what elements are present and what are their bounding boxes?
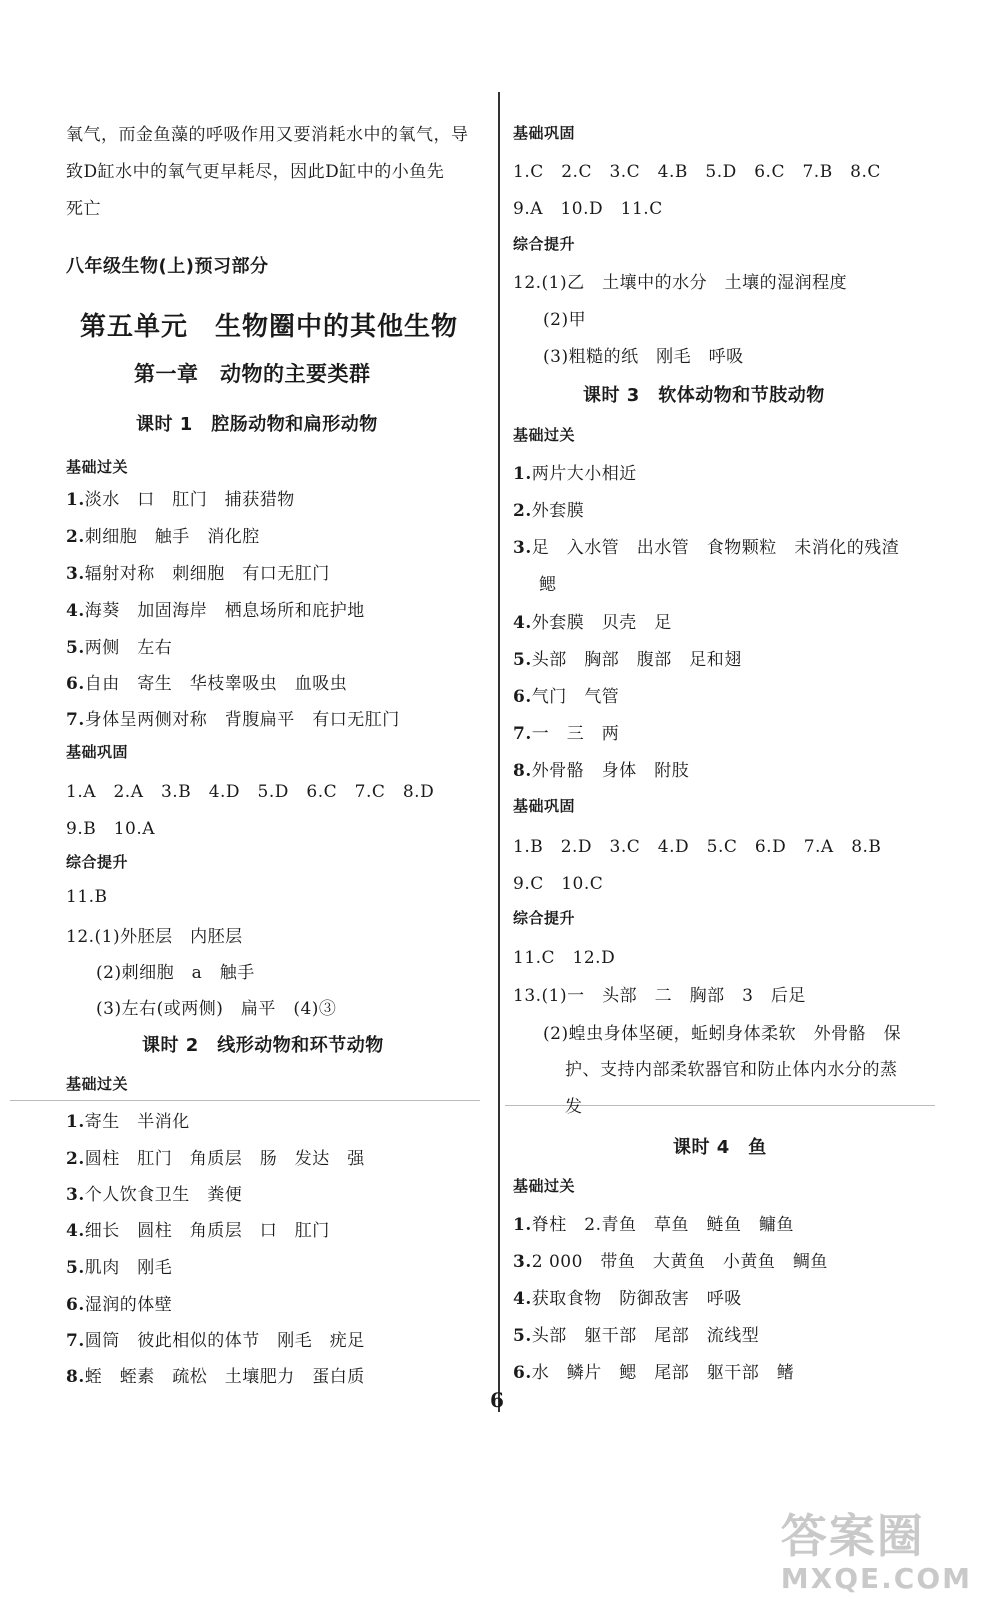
answer-line: 8.外骨骼 身体 附肢 (513, 761, 690, 781)
answer-line: 1.淡水 口 肛门 捕获猎物 (66, 490, 295, 510)
answer-line: (3)粗糙的纸 刚毛 呼吸 (543, 347, 744, 367)
watermark-bottom: MXQE.COM (780, 1562, 972, 1595)
page-number: 6 (490, 1388, 504, 1412)
intro-line: 致D缸水中的氧气更早耗尽，因此D缸中的小鱼先 (66, 162, 445, 182)
answer-line: (2)甲 (543, 310, 587, 330)
lesson-title: 课时 4 鱼 (673, 1137, 767, 1158)
answer-line: (2)蝗虫身体坚硬，蚯蚓身体柔软 外骨骼 保 (543, 1024, 902, 1044)
lesson-title: 课时 1 腔肠动物和扁形动物 (136, 414, 378, 435)
answer-line: 4.获取食物 防御敌害 呼吸 (513, 1289, 742, 1309)
answer-line: 6.气门 气管 (513, 687, 620, 707)
answer-line: 5.头部 胸部 腹部 足和翅 (513, 650, 742, 670)
answer-line: 4.细长 圆柱 角质层 口 肛门 (66, 1221, 330, 1241)
intro-line: 氧气，而金鱼藻的呼吸作用又要消耗水中的氧气，导 (66, 125, 469, 145)
answer-line: 1.寄生 半消化 (66, 1112, 190, 1132)
answer-line: 13.(1)一 头部 二 胸部 3 后足 (513, 986, 806, 1006)
subsection-label: 综合提升 (66, 853, 129, 871)
answer-line: 1.A 2.A 3.B 4.D 5.D 6.C 7.C 8.D (66, 782, 435, 802)
lesson-title: 课时 3 软体动物和节肢动物 (583, 385, 825, 406)
answer-line: 5.肌肉 刚毛 (66, 1258, 173, 1278)
unit-title: 第五单元 生物圈中的其他生物 (80, 312, 459, 342)
answer-line: 6.自由 寄生 华枝睾吸虫 血吸虫 (66, 674, 348, 694)
answer-line: 2.刺细胞 触手 消化腔 (66, 527, 260, 547)
answer-line: 9.B 10.A (66, 819, 156, 839)
answer-line: 1.两片大小相近 (513, 464, 637, 484)
intro-line: 死亡 (66, 199, 101, 219)
answer-line: (2)刺细胞 a 触手 (96, 963, 255, 983)
subsection-label: 综合提升 (513, 909, 576, 927)
answer-line: 5.头部 躯干部 尾部 流线型 (513, 1326, 760, 1346)
answer-line: 4.海葵 加固海岸 栖息场所和庇护地 (66, 601, 365, 621)
watermark-top: 答案圈 (780, 1509, 925, 1563)
answer-line: 5.两侧 左右 (66, 638, 173, 658)
answer-line: 1.B 2.D 3.C 4.D 5.C 6.D 7.A 8.B (513, 837, 882, 857)
answer-line: 3.2 000 带鱼 大黄鱼 小黄鱼 鲷鱼 (513, 1252, 828, 1272)
answer-line: 12.(1)乙 土壤中的水分 土壤的湿润程度 (513, 273, 848, 293)
answer-line: 护、支持内部柔软器官和防止体内水分的蒸 (565, 1060, 898, 1080)
subsection-label: 基础过关 (66, 458, 129, 476)
subsection-label: 综合提升 (513, 235, 576, 253)
chapter-title: 第一章 动物的主要类群 (134, 361, 371, 386)
answer-line: (3)左右(或两侧) 扁平 (4)③ (96, 999, 337, 1019)
answer-line: 3.足 入水管 出水管 食物颗粒 未消化的残渣 (513, 538, 900, 558)
answer-line: 11.B (66, 887, 108, 907)
subsection-label: 基础过关 (513, 426, 576, 444)
answer-line: 1.C 2.C 3.C 4.B 5.D 6.C 7.B 8.C (513, 162, 881, 182)
answer-line: 11.C 12.D (513, 948, 616, 968)
column-divider (498, 92, 500, 1412)
subsection-label: 基础过关 (66, 1075, 129, 1093)
subsection-label: 基础过关 (513, 1177, 576, 1195)
answer-line: 2.圆柱 肛门 角质层 肠 发达 强 (66, 1149, 365, 1169)
subsection-label: 基础巩固 (513, 124, 576, 142)
answer-line: 12.(1)外胚层 内胚层 (66, 927, 243, 947)
answer-line: 2.外套膜 (513, 501, 585, 521)
watermark (781, 1500, 972, 1595)
answer-line: 9.A 10.D 11.C (513, 199, 663, 219)
section-title: 八年级生物(上)预习部分 (66, 256, 269, 277)
answer-line: 9.C 10.C (513, 874, 604, 894)
answer-line: 1.脊柱 2.青鱼 草鱼 鲢鱼 鳙鱼 (513, 1215, 794, 1235)
faint-rule (10, 1100, 480, 1101)
answer-line: 3.个人饮食卫生 粪便 (66, 1185, 243, 1205)
answer-line: 7.一 三 两 (513, 724, 620, 744)
answer-line: 4.外套膜 贝壳 足 (513, 613, 672, 633)
answer-line: 3.辐射对称 刺细胞 有口无肛门 (66, 564, 330, 584)
lesson-title: 课时 2 线形动物和环节动物 (142, 1035, 384, 1056)
answer-line: 发 (565, 1097, 583, 1117)
answer-line: 7.身体呈两侧对称 背腹扁平 有口无肛门 (66, 710, 400, 730)
answer-line: 7.圆筒 彼此相似的体节 刚毛 疣足 (66, 1331, 365, 1351)
subsection-label: 基础巩固 (513, 797, 576, 815)
answer-line: 6.水 鳞片 鳃 尾部 躯干部 鳍 (513, 1363, 795, 1383)
answer-line: 6.湿润的体壁 (66, 1295, 173, 1315)
subsection-label: 基础巩固 (66, 743, 129, 761)
answer-line: 8.蛭 蛭素 疏松 土壤肥力 蛋白质 (66, 1367, 365, 1387)
answer-line: 鳃 (539, 575, 557, 595)
